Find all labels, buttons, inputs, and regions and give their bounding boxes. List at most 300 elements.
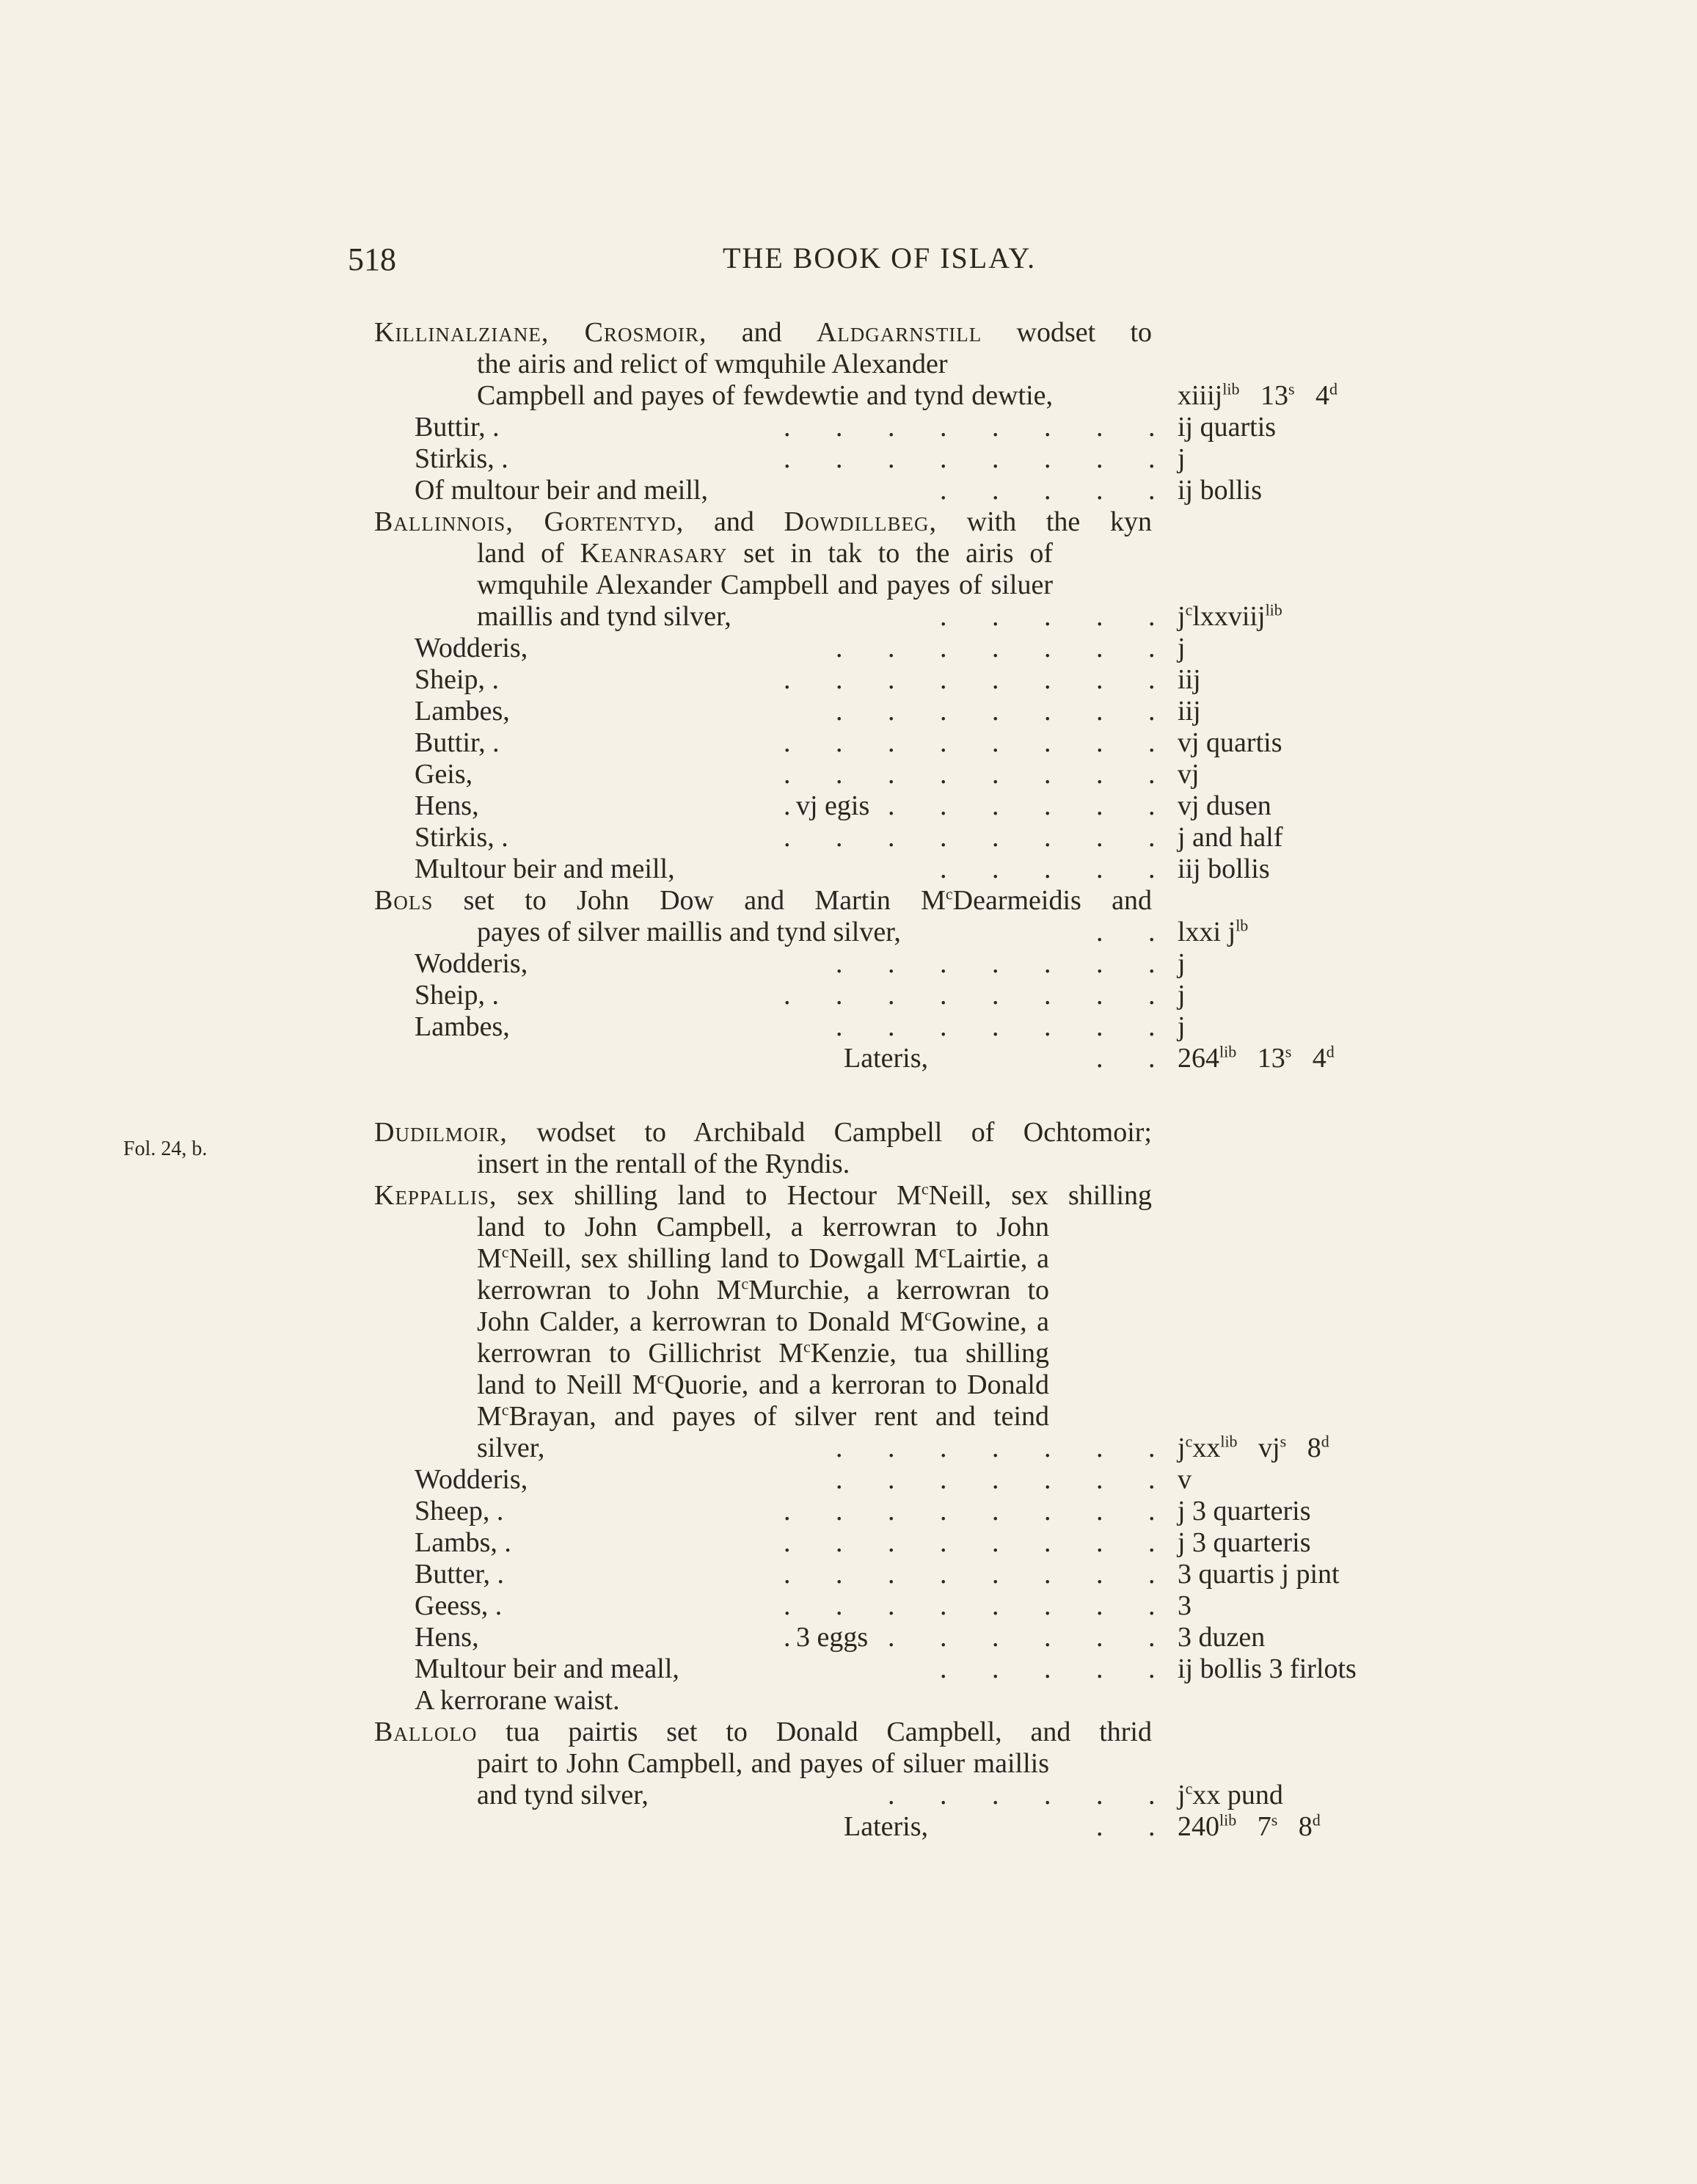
leader-dot: . xyxy=(1044,475,1051,506)
leader-dot: . xyxy=(836,1464,843,1495)
leader-dot: . xyxy=(836,948,843,979)
leader-dot: . xyxy=(1148,1527,1156,1558)
rental-line xyxy=(374,1559,1401,1590)
entry-value: vj quartis xyxy=(1178,727,1282,758)
entry-text: Hens, xyxy=(415,1622,479,1653)
leader-dot: . xyxy=(836,1496,843,1526)
rental-line xyxy=(374,1653,1401,1685)
entry-text: insert in the rentall of the Ryndis. xyxy=(477,1149,850,1179)
rental-line xyxy=(374,727,1401,759)
rental-line xyxy=(374,443,1401,475)
rental-line xyxy=(374,1212,1401,1243)
rental-line xyxy=(374,1149,1401,1180)
entry-text: silver, xyxy=(477,1433,545,1463)
leader-dot: . xyxy=(888,412,895,443)
leader-dot: . xyxy=(836,1559,843,1590)
leader-dot: . xyxy=(1096,633,1103,663)
rental-line xyxy=(374,1685,1401,1717)
leader-dot: . xyxy=(888,980,895,1011)
leader-dot: . xyxy=(1148,948,1156,979)
rental-line xyxy=(374,349,1401,380)
entry-text: Bols set to John Dow and Martin $M^cDearmeidis$ and xyxy=(374,884,1152,916)
rental-line xyxy=(374,1043,1401,1074)
rental-line xyxy=(374,1464,1401,1496)
leader-dot: . xyxy=(992,790,999,821)
entry-value: iij bollis xyxy=(1178,853,1270,884)
rental-line xyxy=(374,1243,1401,1275)
entry-value: j 3 quarteris xyxy=(1178,1496,1311,1526)
leader-dot: . xyxy=(888,1559,895,1590)
leader-dot: . xyxy=(1096,822,1103,853)
leader-dot: . xyxy=(888,1464,895,1495)
leader-dot: . xyxy=(940,790,947,821)
leader-dot: . xyxy=(992,475,999,506)
leader-dot: . xyxy=(784,1496,791,1526)
rental-line xyxy=(374,1401,1401,1433)
leader-dot: . xyxy=(1148,727,1156,758)
entry-text: Stirkis, . xyxy=(415,443,508,474)
entry-value: j xyxy=(1178,948,1186,979)
rental-line xyxy=(374,1433,1401,1464)
leader-dot: . xyxy=(836,1433,843,1463)
leader-dot: . xyxy=(1044,696,1051,727)
entry-text: Buttir, . xyxy=(415,412,500,443)
entry-value: vj dusen xyxy=(1178,790,1271,821)
leader-dot: . xyxy=(888,1433,895,1463)
entry-value: 3 xyxy=(1178,1590,1191,1621)
leader-dot: . xyxy=(992,948,999,979)
leader-dot: . xyxy=(1148,1011,1156,1042)
entry-value: ij bollis xyxy=(1178,475,1263,506)
entry-text: John Calder, a kerrowran to Donald $M^cGowine$, a xyxy=(477,1306,1049,1337)
leader-dot: . xyxy=(1044,759,1051,790)
entry-value: j xyxy=(1178,443,1186,474)
leader-dot: . xyxy=(940,853,947,884)
rental-line xyxy=(374,1011,1401,1043)
leader-dot: . xyxy=(992,1527,999,1558)
entry-value: iij xyxy=(1178,696,1201,727)
page-number: 518 xyxy=(348,241,396,277)
rental-line xyxy=(374,1180,1401,1212)
leader-dot: . xyxy=(940,443,947,474)
entry-text: Wodderis, xyxy=(415,633,528,663)
leader-dot: . xyxy=(940,1496,947,1526)
leader-dot: . xyxy=(784,759,791,790)
rental-line xyxy=(374,853,1401,885)
entry-text: Buttir, . xyxy=(415,727,500,758)
leader-dot: . xyxy=(992,412,999,443)
entry-value: $j^cxx$ pund xyxy=(1178,1779,1283,1810)
leader-dot: . xyxy=(888,1780,895,1810)
entry-value: ij quartis xyxy=(1178,412,1277,443)
rental-line xyxy=(374,917,1401,948)
leader-dot: . xyxy=(1148,853,1156,884)
leader-dot: . xyxy=(888,664,895,695)
leader-dot: . xyxy=(888,1527,895,1558)
leader-dot: . xyxy=(992,822,999,853)
leader-dot: . xyxy=(1148,1559,1156,1590)
leader-dot: . xyxy=(836,412,843,443)
leader-dot: . xyxy=(1096,1590,1103,1621)
rental-line xyxy=(374,1622,1401,1653)
rental-line xyxy=(374,759,1401,790)
entry-text: kerrowran to Gillichrist $M^cKenzie$, tua shilling xyxy=(477,1337,1049,1369)
entry-value: v xyxy=(1178,1464,1191,1495)
leader-dot: . xyxy=(1096,1653,1103,1684)
leader-dot: . xyxy=(1096,443,1103,474)
leader-dot: . xyxy=(836,822,843,853)
entry-text: Lateris, xyxy=(844,1811,929,1842)
entry-value: $264^{lib}$ 13$^s$ 4$^d$ xyxy=(1178,1042,1335,1074)
leader-dot: . xyxy=(888,696,895,727)
leader-dot: . xyxy=(1044,633,1051,663)
leader-dot: . xyxy=(1148,980,1156,1011)
leader-dot: . xyxy=(940,1622,947,1653)
leader-dot: . xyxy=(940,1653,947,1684)
leader-dot: . xyxy=(888,948,895,979)
leader-dot: . xyxy=(940,822,947,853)
leader-dot: . xyxy=(1044,1622,1051,1653)
leader-dot: . xyxy=(784,822,791,853)
leader-dot: . xyxy=(1096,1011,1103,1042)
entry-text: Sheep, . xyxy=(415,1496,504,1526)
rental-line xyxy=(374,412,1401,443)
leader-dot: . xyxy=(992,1590,999,1621)
leader-dot: . xyxy=(1148,1464,1156,1495)
leader-dot: . xyxy=(1044,443,1051,474)
leader-dot: . xyxy=(888,790,895,821)
leader-dot: . xyxy=(992,1011,999,1042)
leader-dot: . xyxy=(1096,601,1103,632)
leader-dot: . xyxy=(784,412,791,443)
leader-dot: . xyxy=(1044,1653,1051,1684)
leader-dot: . xyxy=(1044,727,1051,758)
leader-dot: . xyxy=(992,1433,999,1463)
entry-value: j 3 quarteris xyxy=(1178,1527,1311,1558)
leader-dot: . xyxy=(940,1527,947,1558)
rental-section xyxy=(374,317,1401,1074)
entry-text: wmquhile Alexander Campbell and payes of siluer xyxy=(477,569,1053,600)
leader-dot: . xyxy=(940,1433,947,1463)
entry-text: Sheip, . xyxy=(415,664,500,695)
leader-dot: . xyxy=(1096,1811,1103,1842)
leader-dot: . xyxy=(992,1464,999,1495)
rental-line xyxy=(374,1780,1401,1811)
leader-dot: . xyxy=(1096,1464,1103,1495)
leader-dot: . xyxy=(992,1780,999,1810)
leader-dot: . xyxy=(992,759,999,790)
leader-dot: . xyxy=(1148,1496,1156,1526)
leader-dot: . xyxy=(888,1622,895,1653)
leader-dot: . xyxy=(1148,1590,1156,1621)
entry-value: j xyxy=(1178,1011,1186,1042)
leader-dot: . xyxy=(1044,1590,1051,1621)
leader-dot: . xyxy=(1044,1464,1051,1495)
leader-dot: . xyxy=(992,1653,999,1684)
leader-dot: . xyxy=(992,696,999,727)
entry-text: maillis and tynd silver, xyxy=(477,601,731,632)
rental-line xyxy=(374,948,1401,980)
leader-dot: . xyxy=(1044,1433,1051,1463)
leader-dot: . xyxy=(1096,1559,1103,1590)
leader-dot: . xyxy=(1148,1622,1156,1653)
entry-text: Butter, . xyxy=(415,1559,504,1590)
leader-dot: . xyxy=(1044,601,1051,632)
leader-dot: . xyxy=(1148,633,1156,663)
leader-dot: . xyxy=(1148,1433,1156,1463)
leader-dot: . xyxy=(784,664,791,695)
leader-dot: . xyxy=(992,980,999,1011)
rental-line xyxy=(374,790,1401,822)
leader-dot: . xyxy=(836,1590,843,1621)
leader-dot: . xyxy=(1148,475,1156,506)
leader-dot: . xyxy=(1044,1780,1051,1810)
leader-dot: . xyxy=(784,1590,791,1621)
leader-dot: . xyxy=(1148,1653,1156,1684)
leader-dot: . xyxy=(1096,759,1103,790)
leader-dot: . xyxy=(992,1496,999,1526)
leader-dot: . xyxy=(940,1780,947,1810)
rental-line xyxy=(374,317,1401,349)
leader-dot: . xyxy=(888,1011,895,1042)
entry-note: 3 eggs xyxy=(796,1622,869,1653)
leader-dot: . xyxy=(1096,948,1103,979)
rental-line xyxy=(374,1338,1401,1369)
rental-line xyxy=(374,1527,1401,1559)
leader-dot: . xyxy=(1096,1433,1103,1463)
entry-text: land to Neill $M^cQuorie$, and a kerroran to Donald xyxy=(477,1369,1049,1400)
entry-value: $j^clxxviij^{lib}$ xyxy=(1178,600,1282,632)
leader-dot: . xyxy=(1044,1496,1051,1526)
leader-dot: . xyxy=(1044,664,1051,695)
leader-dot: . xyxy=(1148,790,1156,821)
leader-dot: . xyxy=(888,759,895,790)
entry-value: 3 duzen xyxy=(1178,1622,1266,1653)
leader-dot: . xyxy=(1148,1811,1156,1842)
leader-dot: . xyxy=(940,601,947,632)
rental-line xyxy=(374,980,1401,1011)
rental-line xyxy=(374,569,1401,601)
entry-text: the airis and relict of wmquhile Alexander xyxy=(477,349,948,379)
entry-note: vj egis xyxy=(796,790,870,821)
leader-dot: . xyxy=(784,1527,791,1558)
leader-dot: . xyxy=(1148,759,1156,790)
entry-text: A kerrorane waist. xyxy=(415,1685,620,1716)
entry-text: payes of silver maillis and tynd silver, xyxy=(477,917,901,947)
rental-line xyxy=(374,538,1401,569)
leader-dot: . xyxy=(1096,1622,1103,1653)
leader-dot: . xyxy=(1044,1559,1051,1590)
rental-line xyxy=(374,1306,1401,1338)
rental-line xyxy=(374,380,1401,412)
leader-dot: . xyxy=(1096,727,1103,758)
leader-dot: . xyxy=(888,443,895,474)
leader-dot: . xyxy=(1148,412,1156,443)
entry-text: Multour beir and meall, xyxy=(415,1653,679,1684)
rental-line xyxy=(374,601,1401,633)
rental-line xyxy=(374,1117,1401,1149)
leader-dot: . xyxy=(940,1011,947,1042)
leader-dot: . xyxy=(992,1559,999,1590)
leader-dot: . xyxy=(940,1559,947,1590)
entry-value: ij bollis 3 firlots xyxy=(1178,1653,1357,1684)
leader-dot: . xyxy=(1096,412,1103,443)
leader-dot: . xyxy=(784,443,791,474)
leader-dot: . xyxy=(1096,917,1103,947)
entry-value: j and half xyxy=(1178,822,1283,853)
entry-text: Lambes, xyxy=(415,1011,510,1042)
leader-dot: . xyxy=(836,1011,843,1042)
leader-dot: . xyxy=(992,1622,999,1653)
entry-value: j xyxy=(1178,633,1186,663)
leader-dot: . xyxy=(836,633,843,663)
leader-dot: . xyxy=(940,759,947,790)
rental-line xyxy=(374,822,1401,853)
entry-text: Dudilmoir, wodset to Archibald Campbell of Ochtomoir; xyxy=(374,1117,1152,1148)
entry-value: xiiij$^{lib}$ 13$^s$ 4$^d$ xyxy=(1178,379,1338,411)
leader-dot: . xyxy=(1096,980,1103,1011)
leader-dot: . xyxy=(784,1559,791,1590)
leader-dot: . xyxy=(992,443,999,474)
rental-section xyxy=(374,1117,1401,1843)
leader-dot: . xyxy=(836,1527,843,1558)
leader-dot: . xyxy=(1148,917,1156,947)
rental-line xyxy=(374,1748,1401,1780)
entry-text: Multour beir and meill, xyxy=(415,853,675,884)
leader-dot: . xyxy=(1096,664,1103,695)
leader-dot: . xyxy=(940,475,947,506)
entry-text: Lambes, xyxy=(415,696,510,727)
leader-dot: . xyxy=(940,633,947,663)
entry-value: vj xyxy=(1178,759,1200,790)
leader-dot: . xyxy=(992,601,999,632)
leader-dot: . xyxy=(836,664,843,695)
leader-dot: . xyxy=(940,696,947,727)
leader-dot: . xyxy=(888,633,895,663)
entry-text: Geis, xyxy=(415,759,473,790)
leader-dot: . xyxy=(940,1590,947,1621)
leader-dot: . xyxy=(992,664,999,695)
leader-dot: . xyxy=(1044,790,1051,821)
leader-dot: . xyxy=(1044,1527,1051,1558)
leader-dot: . xyxy=(1148,601,1156,632)
entry-value: $j^cxx^{lib}$ $vj^s$ 8$^d$ xyxy=(1178,1432,1329,1463)
entry-value: 3 quartis j pint xyxy=(1178,1559,1340,1590)
entry-text: Ballolo tua pairtis set to Donald Campbell, and thrid xyxy=(374,1717,1152,1747)
entry-value: $240^{lib}$ 7$^s$ 8$^d$ xyxy=(1178,1810,1321,1842)
entry-text: Lambs, . xyxy=(415,1527,511,1558)
leader-dot: . xyxy=(1096,1496,1103,1526)
leader-dot: . xyxy=(940,980,947,1011)
entry-text: Campbell and payes of fewdewtie and tynd dewtie, xyxy=(477,380,1053,411)
leader-dot: . xyxy=(888,727,895,758)
entry-text: pairt to John Campbell, and payes of siluer maillis xyxy=(477,1748,1049,1779)
leader-dot: . xyxy=(1096,475,1103,506)
entry-text: Wodderis, xyxy=(415,1464,528,1495)
leader-dot: . xyxy=(784,980,791,1011)
leader-dot: . xyxy=(1044,1011,1051,1042)
rental-line xyxy=(374,1590,1401,1622)
leader-dot: . xyxy=(1148,1043,1156,1074)
entry-text: Lateris, xyxy=(844,1043,929,1074)
entry-text: Killinalziane, Crosmoir, and Aldgarnstill wodset to xyxy=(374,317,1152,348)
running-title: THE BOOK OF ISLAY. xyxy=(723,241,1037,274)
entry-text: Hens, xyxy=(415,790,479,821)
entry-text: land of Keanrasary set in tak to the airis of xyxy=(477,538,1053,569)
rental-line xyxy=(374,1275,1401,1306)
leader-dot: . xyxy=(1044,948,1051,979)
leader-dot: . xyxy=(1148,1780,1156,1810)
leader-dot: . xyxy=(1096,696,1103,727)
leader-dot: . xyxy=(992,633,999,663)
leader-dot: . xyxy=(992,727,999,758)
entry-text: Of multour beir and meill, xyxy=(415,475,708,506)
leader-dot: . xyxy=(1148,696,1156,727)
entry-text: Wodderis, xyxy=(415,948,528,979)
entry-value: lxxi $j^{lb}$ xyxy=(1178,916,1249,947)
entry-text: Keppallis, sex shilling land to Hectour $M^cNeill$, sex shilling xyxy=(374,1179,1152,1211)
rental-line xyxy=(374,1369,1401,1401)
leader-dot: . xyxy=(784,727,791,758)
rental-line xyxy=(374,1717,1401,1748)
entry-text: Sheip, . xyxy=(415,980,500,1011)
leader-dot: . xyxy=(836,727,843,758)
leader-dot: . xyxy=(1044,412,1051,443)
leader-dot: . xyxy=(940,1464,947,1495)
rental-line xyxy=(374,885,1401,917)
entry-value: iij xyxy=(1178,664,1201,695)
leader-dot: . xyxy=(836,759,843,790)
leader-dot: . xyxy=(784,1622,791,1653)
leader-dot: . xyxy=(1044,853,1051,884)
entry-text: Stirkis, . xyxy=(415,822,508,853)
entry-value: j xyxy=(1178,980,1186,1011)
rental-line xyxy=(374,475,1401,506)
leader-dot: . xyxy=(940,948,947,979)
leader-dot: . xyxy=(940,727,947,758)
leader-dot: . xyxy=(836,443,843,474)
leader-dot: . xyxy=(1044,980,1051,1011)
leader-dot: . xyxy=(992,853,999,884)
entry-text: Geess, . xyxy=(415,1590,503,1621)
entry-text: Ballinnois, Gortentyd, and Dowdillbeg, with the kyn xyxy=(374,506,1152,537)
leader-dot: . xyxy=(1044,822,1051,853)
entry-text: kerrowran to John $M^cMurchie$, a kerrowran to xyxy=(477,1274,1049,1306)
leader-dot: . xyxy=(1148,822,1156,853)
leader-dot: . xyxy=(1096,1043,1103,1074)
leader-dot: . xyxy=(940,412,947,443)
leader-dot: . xyxy=(888,1496,895,1526)
rental-line xyxy=(374,664,1401,696)
leader-dot: . xyxy=(1096,790,1103,821)
leader-dot: . xyxy=(836,696,843,727)
entry-text: land to John Campbell, a kerrowran to John xyxy=(477,1212,1049,1242)
leader-dot: . xyxy=(940,664,947,695)
side-note: Fol. 24, b. xyxy=(123,1138,208,1160)
leader-dot: . xyxy=(1148,664,1156,695)
leader-dot: . xyxy=(1148,443,1156,474)
entry-text: $M^cNeill$, sex shilling land to Dowgall $M^cLairtie$, a xyxy=(477,1242,1049,1274)
leader-dot: . xyxy=(888,822,895,853)
leader-dot: . xyxy=(784,790,791,821)
rental-line xyxy=(374,633,1401,664)
leader-dot: . xyxy=(1096,853,1103,884)
leader-dot: . xyxy=(1096,1780,1103,1810)
leader-dot: . xyxy=(1096,1527,1103,1558)
leader-dot: . xyxy=(888,1590,895,1621)
rental-line xyxy=(374,1496,1401,1527)
rental-line xyxy=(374,506,1401,538)
